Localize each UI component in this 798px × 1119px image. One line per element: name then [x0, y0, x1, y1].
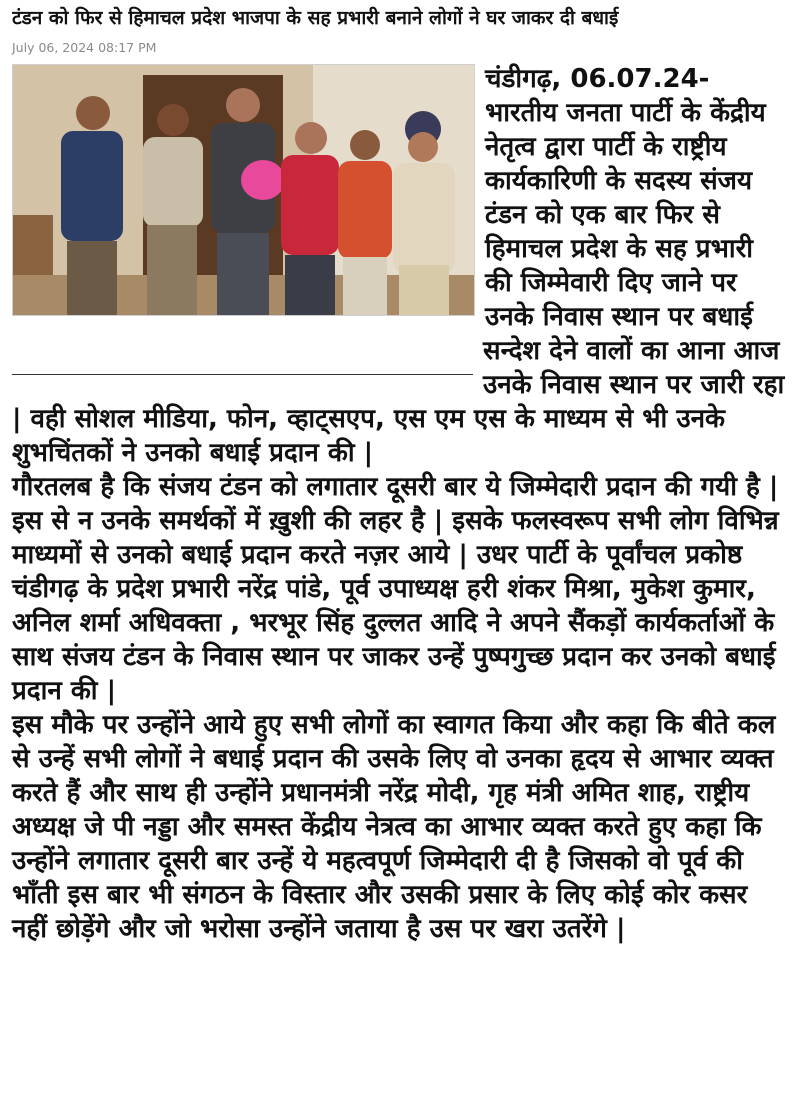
paragraph-2: गौरतलब है कि संजय टंडन को लगातार दूसरी बार ये जिम्मेदारी प्रदान की गयी है | इस से न उनके समर्थकों में ख़ुशी की लहर है | इसके फलस्वरूप सभी लोग विभिन्न माध्यमों से उनको बधाई प्रदान करते नज़र आये | उधर पार्टी के पूर्वांचल प्रकोष्ठ चंडीगढ़ के प्रदेश प्रभारी नरेंद्र पांडे, पूर्व उपाध्यक्ष हरी शंकर मिश्रा, मुकेश कुमार, अनिल शर्मा अधिवक्ता , भरभूर सिंह दुल्लत आदि ने अपने सैंकड़ों कार्यकर्ताओं के साथ संजय टंडन के निवास स्थान पर जाकर उन्हें पुष्पगुच्छ प्रदान कर उनको बधाई प्रदान की | — [12, 472, 779, 706]
article-photo — [12, 64, 475, 316]
group-photo-illustration — [13, 65, 474, 315]
article-body — [12, 62, 786, 946]
photo-divider — [12, 374, 473, 375]
publish-date: July 06, 2024 08:17 PM — [12, 40, 157, 55]
paragraph-1-text: भारतीय जनता पार्टी के केंद्रीय नेतृत्व द्वारा पार्टी के राष्ट्रीय कार्यकारिणी के सदस्य संजय टंडन को एक बार फिर से हिमाचल प्रदेश के सह प्रभारी की जिम्मेवारी दिए जाने पर उनके निवास स्थान पर बधाई सन्देश देने वालों का आना आज उनके निवास स्थान पर जारी रहा | वही सोशल मीडिया, फोन, व्हाट्सएप, एस एम एस के माध्यम से भी उनके शुभचिंतकों ने उनको बधाई प्रदान की | — [12, 98, 785, 468]
paragraph-3: इस मौके पर उन्होंने आये हुए सभी लोगों का स्वागत किया और कहा कि बीते कल से उन्हें सभी लोगों ने बधाई प्रदान की उसके लिए वो उनका हृदय से आभार व्यक्त करते हैं और साथ ही उन्होंने प्रधानमंत्री नरेंद्र मोदी, गृह मंत्री अमित शाह, राष्ट्रीय अध्यक्ष जे पी नड्डा और समस्त केंद्रीय नेत्रत्व का आभार व्यक्त करते हुए कहा कि उन्होंने लगातार दूसरी बार उन्हें ये महत्वपूर्ण जिम्मेदारी दी है जिसको वो पूर्व की भाँती इस बार भी संगठन के विस्तार और उसकी प्रसार के लिए कोई कोर कसर नहीं छोड़ेंगे और जो भरोसा उन्होंने जताया है उस पर खरा उतरेंगे | — [12, 710, 776, 944]
dateline: चंडीगढ़, 06.07.24- — [485, 64, 710, 94]
article-headline: टंडन को फिर से हिमाचल प्रदेश भाजपा के सह प्रभारी बनाने लोगों ने घर जाकर दी बधाई — [12, 7, 619, 29]
bouquet-illustration — [241, 160, 285, 200]
